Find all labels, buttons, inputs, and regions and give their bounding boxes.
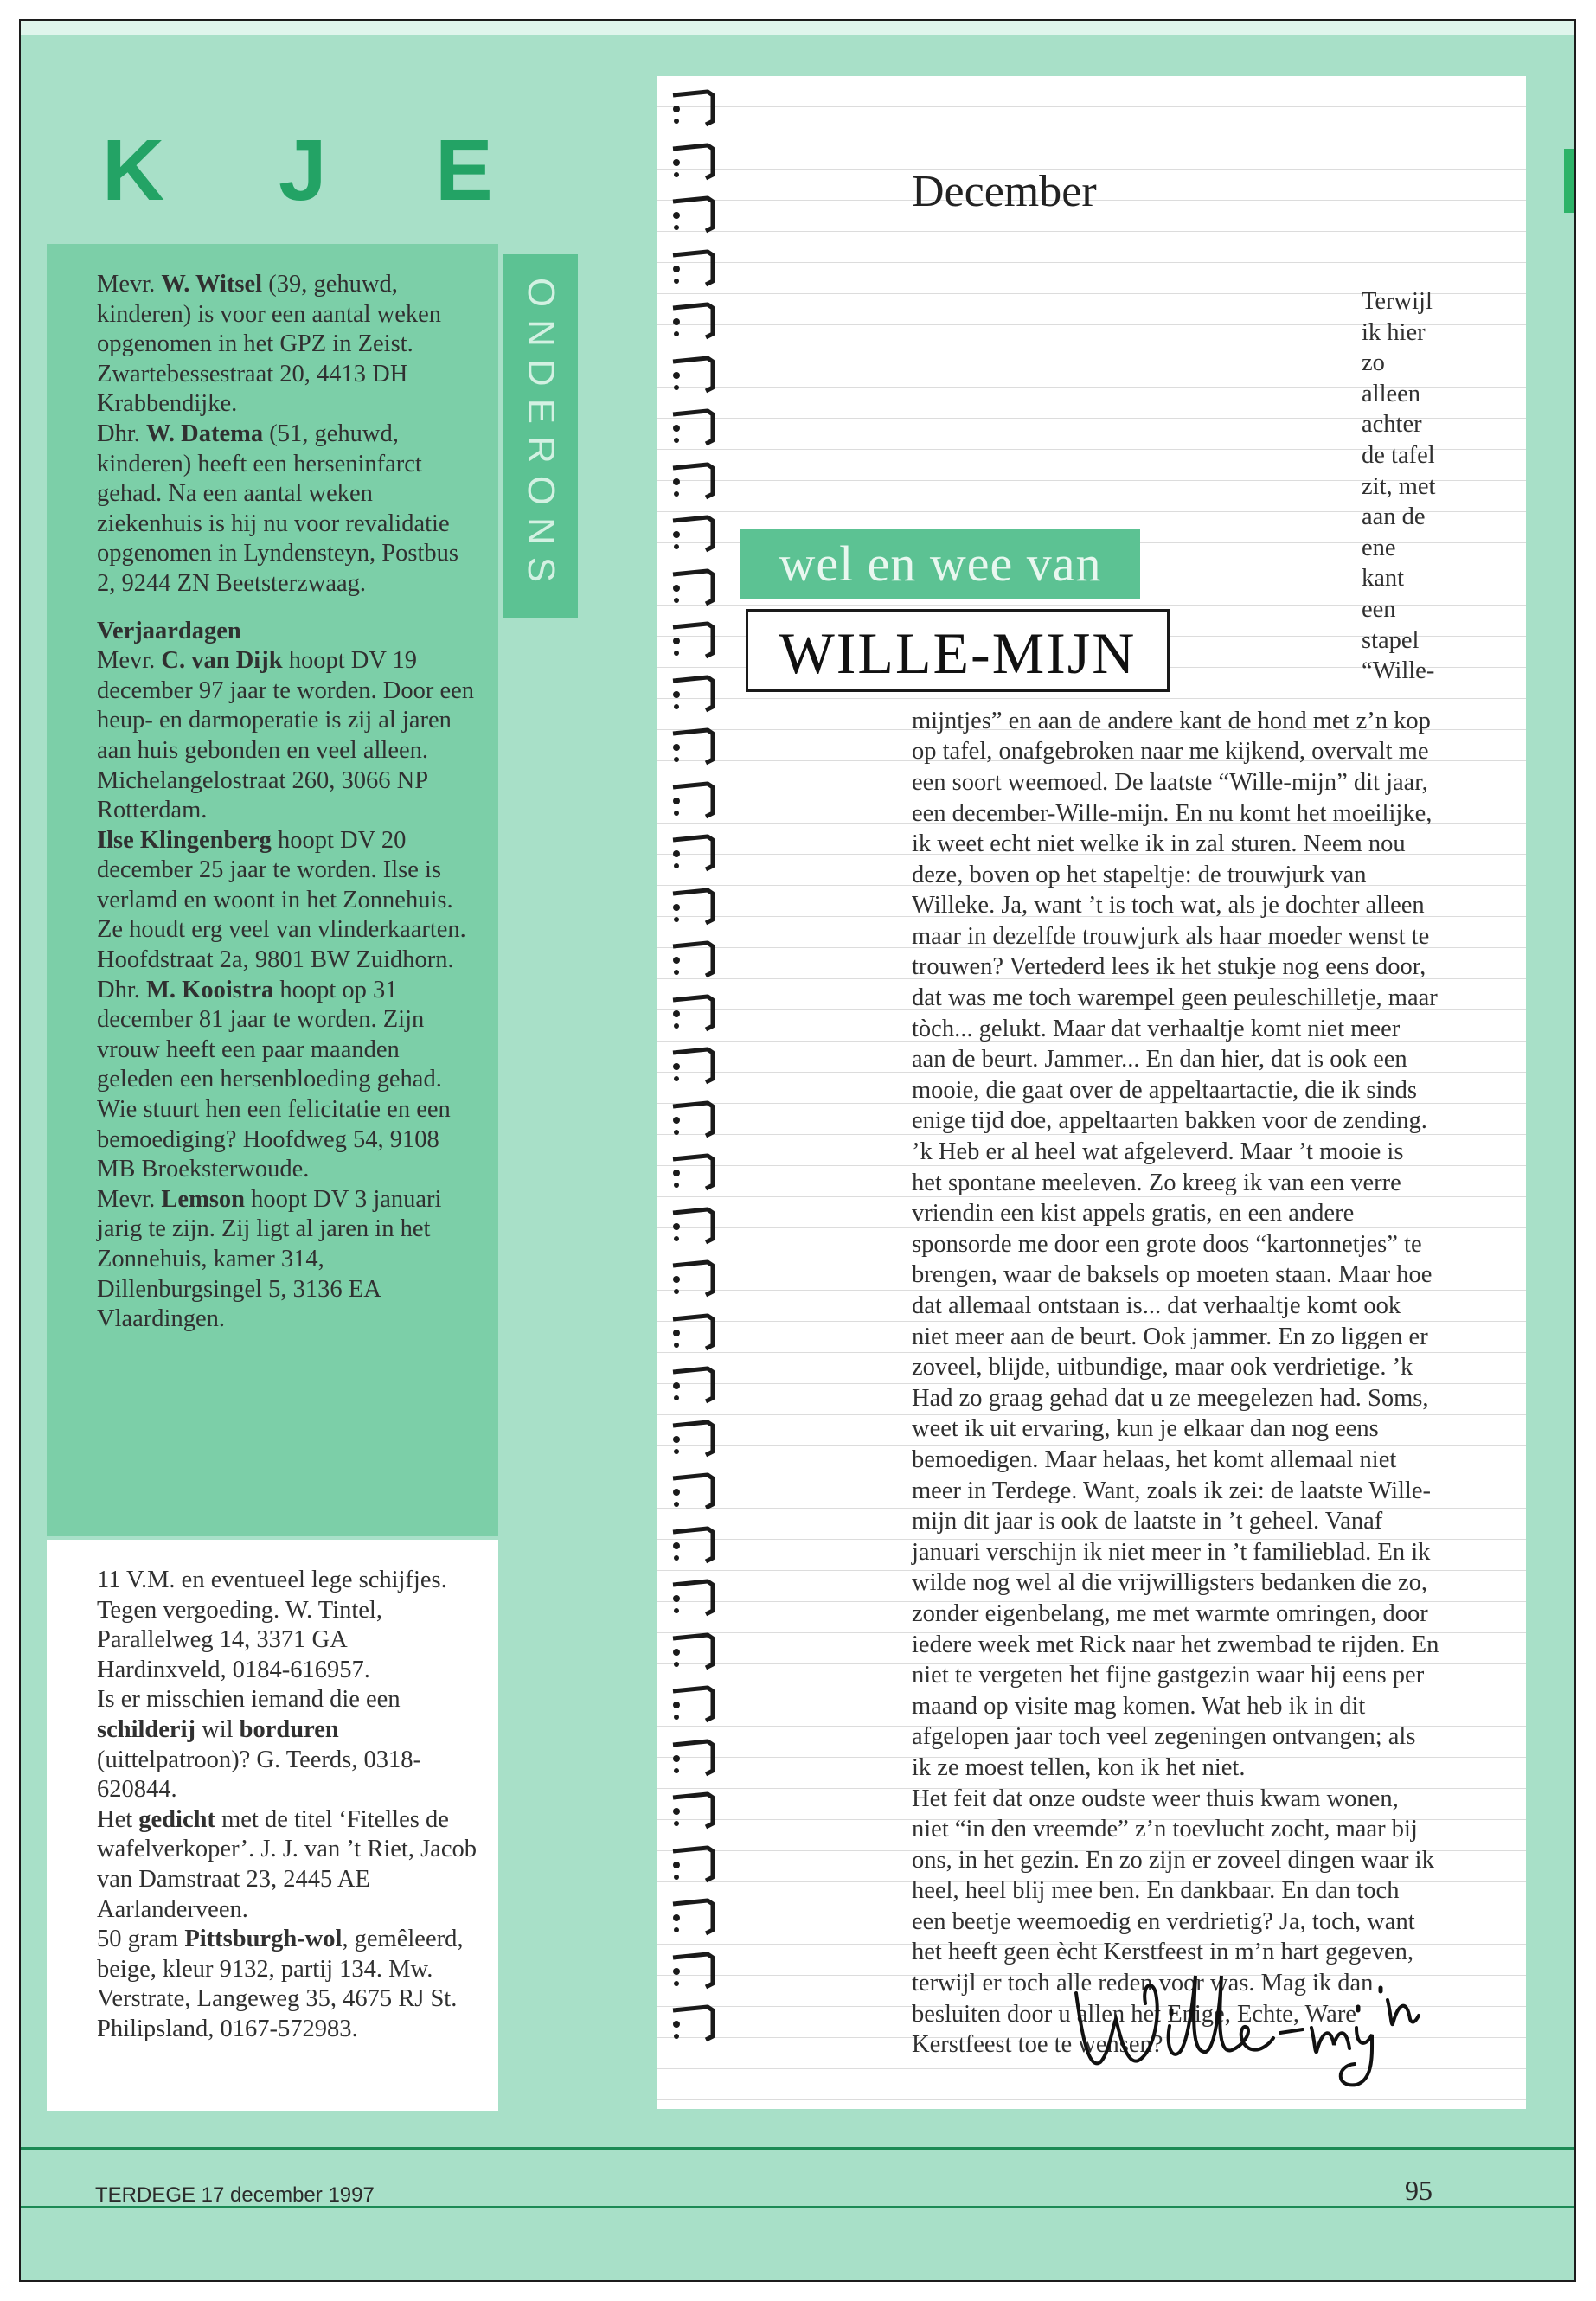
spiral-ring: [668, 566, 721, 607]
text-run: Dhr.: [97, 420, 146, 447]
spiral-ring: [668, 353, 721, 394]
text-run: Mevr.: [97, 1185, 162, 1213]
spiral-ring: [668, 991, 721, 1033]
bold-name: C. van Dijk: [161, 647, 283, 675]
spiral-ring: [668, 1044, 721, 1086]
spiral-ring: [668, 1150, 721, 1192]
announcement-2: [97, 420, 478, 599]
text-run: Mevr.: [97, 647, 162, 675]
article-paragraph-2: Het feit dat onze oudste weer thuis kwam wonen, niet “in den vreemde” z’n toevlucht zocht, maar bij ons, in het gezin. En zo zijn er zoveel dingen waar ik heel, heel blij mee ben. En dankbaar. En dan toch een beetje weemoedig en verdrietig? Ja, toch, want het heeft geen ècht Kerstfeest in m’n hart gegeven, terwijl er toch alle reden voor was. Mag ik dan besluiten door u allen het Enige, Echte, Ware Kerstfeest toe te wensen?: [912, 1785, 1434, 2059]
spiral-ring: [668, 1682, 721, 1724]
spiral-ring: [668, 938, 721, 979]
text-run: (51, gehuwd, kinderen) heeft een herseninfarct gehad. Na een aantal weken ziekenhuis is hij nu voor revalidatie opgenomen in Lyndensteyn, Postbus 2, 9244 ZN Beetsterzwaag.: [97, 420, 458, 597]
footer-rule-top: [21, 2147, 1574, 2150]
spiral-ring: [668, 619, 721, 660]
vertical-label-text: ONDERONS: [520, 277, 562, 595]
footer-publication: TERDEGE 17 december 1997: [95, 2183, 375, 2207]
spiral-ring: [668, 1363, 721, 1405]
header-letter-e: E: [435, 122, 493, 219]
spiral-ring: [668, 1895, 721, 1937]
handwritten-signature: [1059, 1958, 1439, 2088]
announcement-4: [97, 646, 478, 826]
bold-name: W. Datema: [146, 420, 264, 447]
bold-name: Ilse Klingenberg: [97, 826, 272, 854]
spiral-ring: [668, 512, 721, 554]
text-run: hoopt DV 19 december 97 jaar te worden. Door een heup- en darmoperatie is zij al jaren aan huis gebonden en veel alleen. Michelangelostraat 260, 3066 NP Rotterdam.: [97, 647, 475, 824]
article-title: WILLE-MIJN: [746, 609, 1170, 692]
spiral-ring: [668, 831, 721, 873]
spiral-ring: [668, 2002, 721, 2043]
bold-name: Lemson: [161, 1185, 246, 1213]
classified-2: [97, 1685, 478, 1804]
spiral-ring: [668, 140, 721, 182]
text-run: wil: [195, 1715, 240, 1743]
bold-name: W. Witsel: [161, 271, 263, 298]
header-letter-k: K: [102, 122, 165, 219]
spiral-ring: [668, 725, 721, 766]
classifieds-column: [97, 1566, 478, 2045]
text-run: hoopt DV 20 december 25 jaar te worden. Ilse is verlamd en woont in het Zonnehuis. Ze houdt erg veel van vlinderkaarten. Hoofdstraat 2a, 9801 BW Zuidhorn.: [97, 826, 466, 974]
spiral-ring: [668, 1523, 721, 1565]
spiral-ring: [668, 459, 721, 501]
section-header-letters: [102, 121, 509, 225]
text-run: Mevr.: [97, 271, 162, 298]
spiral-ring: [668, 87, 721, 128]
text-run: (uittelpatroon)? G. Teerds, 0318-620844.: [97, 1746, 421, 1804]
spiral-ring: [668, 779, 721, 820]
spiral-ring: [668, 1311, 721, 1352]
spiral-ring: [668, 1417, 721, 1458]
spiral-ring: [668, 1736, 721, 1778]
spiral-ring: [668, 1204, 721, 1246]
magazine-page: [19, 19, 1576, 2282]
spiral-binding: [657, 87, 737, 2076]
text-run: Het: [97, 1805, 139, 1833]
text-run: met de titel ‘Fitelles de wafelverkoper’. J. J. van ’t Riet, Jacob van Damstraat 23, 2445 AE Aarlanderveen.: [97, 1805, 477, 1923]
text-run: 11 V.M. en eventueel lege schijfjes. Tegen vergoeding. W. Tintel, Parallelweg 14, 3371 GA Hardinxveld, 0184-616957.: [97, 1567, 447, 1683]
announcement-1: [97, 270, 478, 420]
section-tab-marker: [1564, 149, 1574, 213]
spiral-ring: [668, 1257, 721, 1298]
article-paragraph-1: Terwijl ik hier zo alleen achter de tafel zit, met aan de ene kant een stapel “Wille-mijntjes” en aan de andere kant de hond met z’n kop op tafel, onafgebroken naar me kijkend, overvalt me een soort weemoed. De laatste “Wille-mijn” dit jaar, een december-Wille-mijn. En nu komt het moeilijke, ik weet echt niet welke ik in zal sturen. Neem nou deze, boven op het stapeltje: de trouwjurk van Willeke. Ja, want ’t is toch wat, als je dochter alleen maar in dezelfde trouwjurk als haar moeder wenst te trouwen? Vertederd lees ik het stukje nog eens door, dat was me toch warempel geen peuleschilletje, maar tòch... gelukt. Maar dat verhaaltje komt niet meer aan de beurt. Jammer... En dan hier, dat is ook een mooie, die gaat over de appeltaartactie, die ik sinds enige tijd doe, appeltaarten bakken voor de zending. ’k Heb er al heel wat afgeleverd. Maar ’t mooie is het spontane meeleven. Zo kreeg ik van een verre vriendin een kist appels gratis, en een andere sponsorde me door een grote doos “kartonnetjes” te brengen, waar de baksels op moeten staan. Maar hoe dat allemaal ontstaan is... dat verhaaltje komt ook niet meer aan de beurt. Ook jammer. En zo liggen er zoveel, blijde, uitbundige, maar ook verdrietige. ’k Had zo graag gehad dat u ze meegelezen had. Soms, weet ik uit ervaring, kun je elkaar dan nog eens bemoedigen. Maar helaas, het komt allemaal niet meer in Terdege. Want, zoals ik zei: de laatste Wille-mijn dit jaar is ook de laatste in ’t geheel. Vanaf januari verschijn ik niet meer in ’t familieblad. En ik wilde nog wel al die vrijwilligsters bedanken die zo, zonder eigenbelang, me met warmte omringen, door iedere week met Rick naar het zwembad te rijden. En niet te vergeten het fijne gastgezin waar hij eens per maand op visite mag komen. Wat heb ik in dit afgelopen jaar toch veel zegeningen ontvangen; als ik ze moest tellen, kon ik het niet.: [912, 288, 1439, 1781]
spiral-ring: [668, 1098, 721, 1139]
text-run: , gemêleerd, beige, kleur 9132, partij 134. Mw. Verstrate, Langeweg 35, 4675 RJ St. Philipsland, 0167-572983.: [97, 1926, 464, 2042]
page-number: 95: [1405, 2175, 1433, 2206]
classified-4: [97, 1925, 478, 2044]
spiral-ring: [668, 299, 721, 341]
month-heading: December: [912, 167, 1097, 216]
spiral-ring: [668, 1576, 721, 1618]
spiral-ring: [668, 247, 721, 288]
text-run: Is er misschien iemand die een: [97, 1686, 401, 1714]
spiral-ring: [668, 1949, 721, 1990]
announcement-3: [97, 617, 478, 647]
text-run: Dhr.: [97, 976, 146, 1003]
spiral-ring: [668, 1843, 721, 1884]
spiral-ring: [668, 672, 721, 714]
bold-name: gedicht: [138, 1805, 215, 1833]
bold-name: Pittsburgh-wol: [184, 1926, 343, 1953]
text-run: hoopt op 31 december 81 jaar te worden. Zijn vrouw heeft een paar maanden geleden een hersenbloeding gehad. Wie stuurt hen een felicitatie en een bemoediging? Hoofdweg 54, 9108 MB Broeksterwoude.: [97, 976, 451, 1183]
header-letter-j: J: [279, 122, 327, 219]
bold-name: borduren: [239, 1715, 339, 1743]
spiral-ring: [668, 1470, 721, 1511]
announcements-column: [97, 270, 478, 1335]
vertical-section-label: [503, 254, 578, 618]
text-run: 50 gram: [97, 1926, 185, 1953]
text-run: hoopt DV 3 januari jarig te zijn. Zij ligt al jaren in het Zonnehuis, kamer 314, Dillenburgsingel 5, 3136 EA Vlaardingen.: [97, 1185, 442, 1333]
announcement-7: [97, 1185, 478, 1335]
top-strip: [21, 21, 1574, 35]
spiral-ring: [668, 193, 721, 234]
spiral-ring: [668, 885, 721, 926]
bold-name: schilderij: [97, 1715, 195, 1743]
classified-3: [97, 1805, 478, 1925]
announcement-6: [97, 976, 478, 1185]
bold-name: Verjaardagen: [97, 617, 241, 644]
bold-name: M. Kooistra: [146, 976, 274, 1003]
announcement-5: [97, 826, 478, 976]
spiral-ring: [668, 406, 721, 447]
text-run: (39, gehuwd, kinderen) is voor een aantal weken opgenomen in het GPZ in Zeist. Zwartebessestraat 20, 4413 DH Krabbendijke.: [97, 271, 442, 418]
spiral-ring: [668, 1630, 721, 1671]
spiral-ring: [668, 1789, 721, 1830]
title-band: wel en wee van: [740, 529, 1140, 599]
classified-1: [97, 1566, 478, 1685]
